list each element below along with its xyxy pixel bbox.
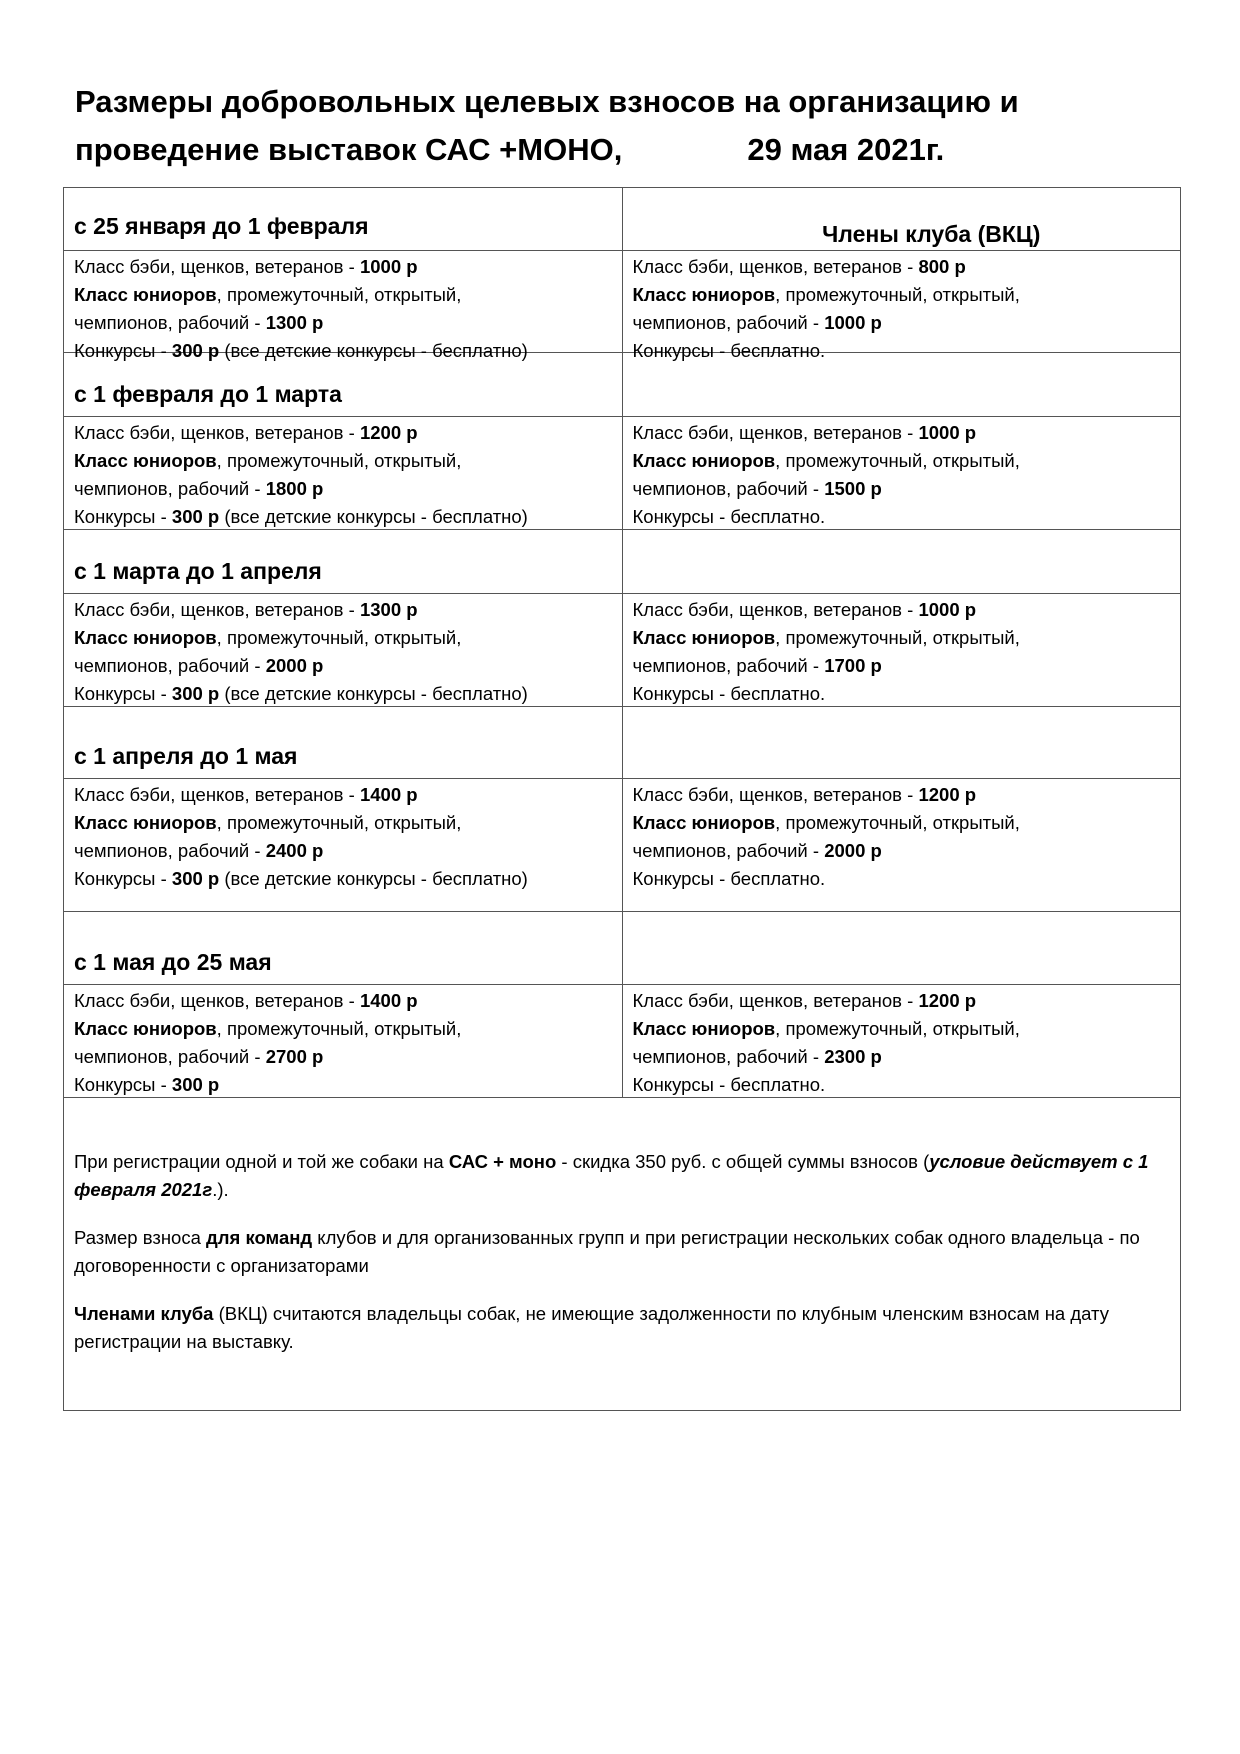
title-line-1: Размеры добровольных целевых взносов на организацию и	[75, 84, 1019, 119]
members-junior-fee: 1500 р	[824, 478, 882, 499]
contests-fee: 300 р	[171, 683, 220, 704]
members-junior-fee: 2000 р	[824, 840, 882, 861]
members-baby-fee: 1200 р	[918, 990, 977, 1011]
period-label: с 1 февраля до 1 марта	[74, 381, 342, 407]
members-fees-cell: Класс бэби, щенков, ветеранов - 1000 р Класс юниоров, промежуточный, открытый, чемпионов, рабочий - 1700 р Конкурсы - бесплатно.	[623, 594, 1182, 707]
regular-fees-cell: Класс бэби, щенков, ветеранов - 1400 р Класс юниоров, промежуточный, открытый, чемпионов, рабочий - 2400 р Конкурсы - 300 р (все детские конкурсы - бесплатно)	[64, 779, 623, 912]
fee-row	[64, 417, 1181, 530]
baby-fee: 1400 р	[359, 990, 418, 1011]
period-header-cell	[64, 707, 623, 779]
junior-fee: 2400 р	[265, 840, 324, 861]
note-discount: При регистрации одной и той же собаки на САС + моно - скидка 350 руб. с общей суммы взносов (условие действует с 1 февраля 2021г.).	[74, 1151, 1149, 1200]
title-line-2-text: проведение выставок САС +МОНО,	[75, 132, 623, 167]
baby-fee: 1400 р	[359, 784, 418, 805]
title-date: 29 мая 2021г.	[747, 132, 945, 167]
period-label: с 1 мая до 25 мая	[74, 949, 272, 975]
members-contests: Конкурсы - бесплатно.	[632, 868, 826, 889]
page-title	[75, 78, 1175, 174]
junior-fee: 2700 р	[265, 1046, 324, 1067]
empty-cell	[623, 912, 1182, 985]
note-members: Членами клуба (ВКЦ) считаются владельцы собак, не имеющие задолженности по клубным членским взносам на дату регистрации на выставку.	[74, 1303, 1109, 1352]
period-header-cell	[64, 912, 623, 985]
junior-fee: 1300 р	[265, 312, 324, 333]
empty-cell	[623, 707, 1182, 779]
notes-row	[64, 1098, 1181, 1411]
baby-fee: 1200 р	[359, 422, 418, 443]
contests-fee: 300 р	[171, 340, 220, 361]
period-header-row	[64, 530, 1181, 594]
members-contests: Конкурсы - бесплатно.	[632, 1074, 826, 1095]
regular-fees-cell: Класс бэби, щенков, ветеранов - 1200 р Класс юниоров, промежуточный, открытый, чемпионов, рабочий - 1800 р Конкурсы - 300 р (все детские конкурсы - бесплатно)	[64, 417, 623, 530]
members-header: Члены клуба (ВКЦ)	[822, 221, 1041, 247]
junior-fee: 2000 р	[265, 655, 324, 676]
contests-fee: 300 р	[171, 868, 220, 889]
period-label: с 25 января до 1 февраля	[74, 213, 369, 239]
members-contests: Конкурсы - бесплатно.	[632, 683, 826, 704]
empty-cell	[623, 353, 1182, 417]
period-label: с 1 апреля до 1 мая	[74, 743, 298, 769]
contests-fee: 300 р	[171, 1074, 220, 1095]
period-header-cell	[64, 188, 623, 251]
fee-row	[64, 985, 1181, 1098]
members-contests: Конкурсы - бесплатно.	[632, 506, 826, 527]
members-fees-cell: Класс бэби, щенков, ветеранов - 1200 р Класс юниоров, промежуточный, открытый, чемпионов, рабочий - 2300 р Конкурсы - бесплатно.	[623, 985, 1182, 1098]
fee-row	[64, 594, 1181, 707]
title-line-2	[75, 126, 1175, 174]
fee-row	[64, 779, 1181, 912]
baby-fee: 1000 р	[359, 256, 418, 277]
baby-fee: 1300 р	[359, 599, 418, 620]
period-header-cell	[64, 530, 623, 594]
period-label: с 1 марта до 1 апреля	[74, 558, 322, 584]
members-junior-fee: 1000 р	[824, 312, 882, 333]
members-header-cell	[623, 188, 1182, 251]
members-fees-cell: Класс бэби, щенков, ветеранов - 800 р Класс юниоров, промежуточный, открытый, чемпионов, рабочий - 1000 р Конкурсы - бесплатно.	[623, 251, 1182, 353]
fees-table	[63, 187, 1181, 1411]
period-header-row	[64, 353, 1181, 417]
period-header-row	[64, 707, 1181, 779]
note-teams: Размер взноса для команд клубов и для организованных групп и при регистрации нескольких собак одного владельца - по договоренности с организаторами	[74, 1227, 1140, 1276]
regular-fees-cell: Класс бэби, щенков, ветеранов - 1300 р Класс юниоров, промежуточный, открытый, чемпионов, рабочий - 2000 р Конкурсы - 300 р (все детские конкурсы - бесплатно)	[64, 594, 623, 707]
period-header-row	[64, 912, 1181, 985]
members-baby-fee: 1200 р	[918, 784, 977, 805]
members-fees-cell: Класс бэби, щенков, ветеранов - 1000 р Класс юниоров, промежуточный, открытый, чемпионов, рабочий - 1500 р Конкурсы - бесплатно.	[623, 417, 1182, 530]
members-baby-fee: 1000 р	[918, 422, 977, 443]
notes-cell	[64, 1098, 1181, 1411]
members-junior-fee: 2300 р	[824, 1046, 882, 1067]
members-contests: Конкурсы - бесплатно.	[632, 340, 826, 361]
empty-cell	[623, 530, 1182, 594]
members-fees-cell: Класс бэби, щенков, ветеранов - 1200 р Класс юниоров, промежуточный, открытый, чемпионов, рабочий - 2000 р Конкурсы - бесплатно.	[623, 779, 1182, 912]
junior-fee: 1800 р	[265, 478, 324, 499]
fee-row	[64, 251, 1181, 361]
members-baby-fee: 1000 р	[918, 599, 977, 620]
contests-fee: 300 р	[171, 506, 220, 527]
period-header-cell	[64, 353, 623, 417]
regular-fees-cell: Класс бэби, щенков, ветеранов - 1000 р Класс юниоров, промежуточный, открытый, чемпионов, рабочий - 1300 р Конкурсы - 300 р (все детские конкурсы - бесплатно)	[64, 251, 623, 353]
regular-fees-cell: Класс бэби, щенков, ветеранов - 1400 р Класс юниоров, промежуточный, открытый, чемпионов, рабочий - 2700 р Конкурсы - 300 р	[64, 985, 623, 1098]
period-header-row	[64, 188, 1181, 251]
members-baby-fee: 800 р	[918, 256, 966, 277]
members-junior-fee: 1700 р	[824, 655, 882, 676]
